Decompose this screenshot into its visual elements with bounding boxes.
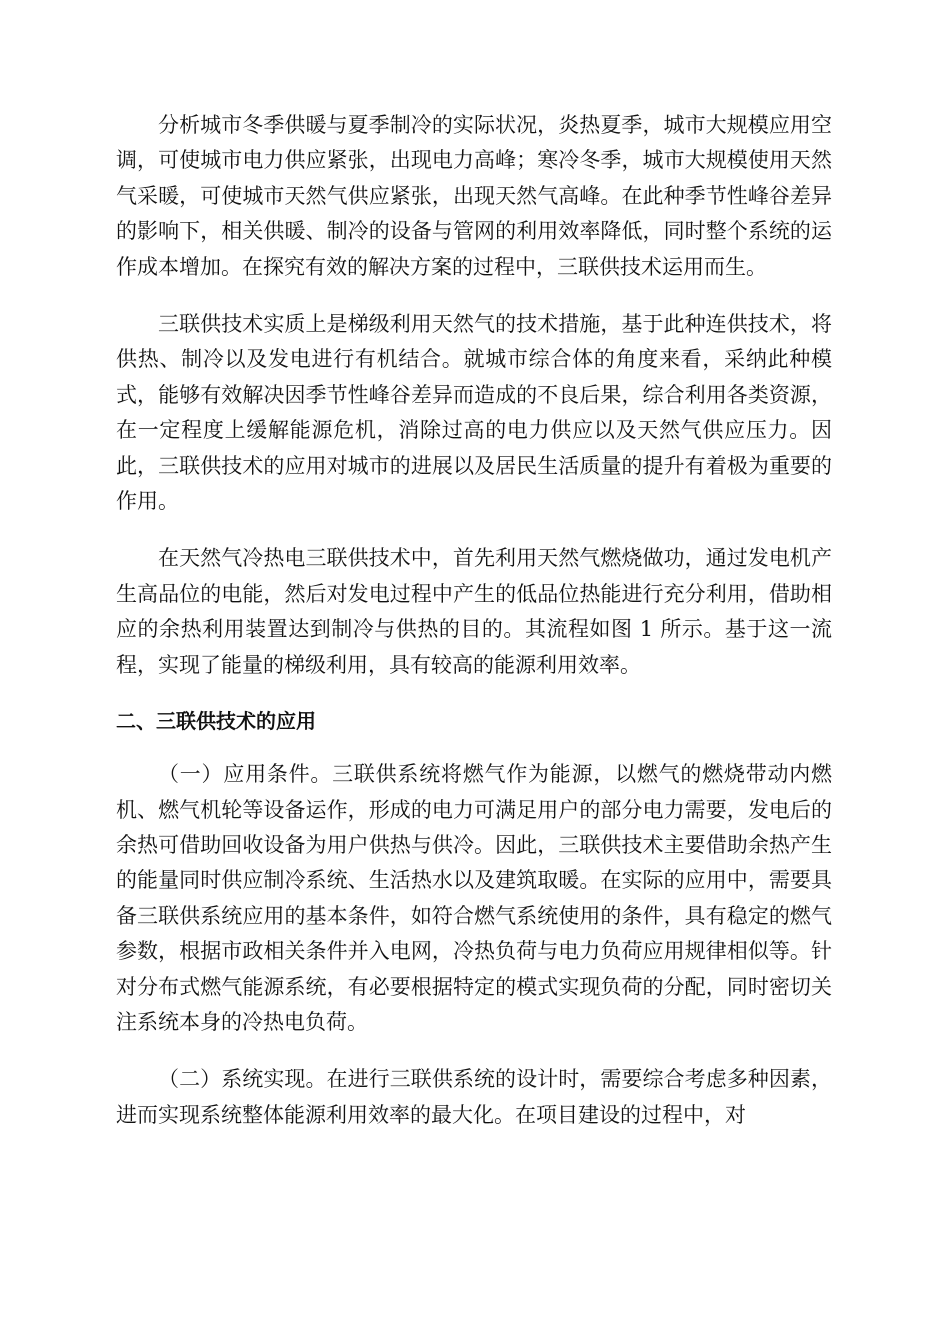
paragraph-process-flow: 在天然气冷热电三联供技术中，首先利用天然气燃烧做功，通过发电机产生高品位的电能，然后对发电过程中产生的低品位热能进行充分利用，借助相应的余热利用装置达到制冷与供热的目的。其流程如图 1 所示。基于这一流程，实现了能量的梯级利用，具有较高的能源利用效率。 <box>116 546 832 677</box>
document-body <box>116 108 832 1155</box>
paragraph-application-conditions: （一）应用条件。三联供系统将燃气作为能源，以燃气的燃烧带动内燃机、燃气机轮等设备运作，形成的电力可满足用户的部分电力需要，发电后的余热可借助回收设备为用户供热与供冷。因此，三联供技术主要借助余热产生的能量同时供应制冷系统、生活热水以及建筑取暖。在实际的应用中，需要具备三联供系统应用的基本条件，如符合燃气系统使用的条件，具有稳定的燃气参数，根据市政相关条件并入电网，冷热负荷与电力负荷应用规律相似等。针对分布式燃气能源系统，有必要根据特定的模式实现负荷的分配，同时密切关注系统本身的冷热电负荷。 <box>116 762 832 1034</box>
section-heading: 二、三联供技术的应用 <box>116 709 316 734</box>
paragraph-system-implementation: （二）系统实现。在进行三联供系统的设计时，需要综合考虑多种因素，进而实现系统整体能源利用效率的最大化。在项目建设的过程中，对 <box>116 1067 832 1127</box>
paragraph-trigeneration-essence: 三联供技术实质上是梯级利用天然气的技术措施，基于此种连供技术，将供热、制冷以及发电进行有机结合。就城市综合体的角度来看，采纳此种模式，能够有效解决因季节性峰谷差异而造成的不良后果，综合利用各类资源，在一定程度上缓解能源危机，消除过高的电力供应以及天然气供应压力。因此，三联供技术的应用对城市的进展以及居民生活质量的提升有着极为重要的作用。 <box>116 312 832 514</box>
paragraph-seasonal-peaks: 分析城市冬季供暖与夏季制冷的实际状况，炎热夏季，城市大规模应用空调，可使城市电力供应紧张，出现电力高峰；寒冷冬季，城市大规模使用天然气采暖，可使城市天然气供应紧张，出现天然气高峰。在此种季节性峰谷差异的影响下，相关供暖、制冷的设备与管网的利用效率降低，同时整个系统的运作成本增加。在探究有效的解决方案的过程中，三联供技术运用而生。 <box>116 113 832 279</box>
